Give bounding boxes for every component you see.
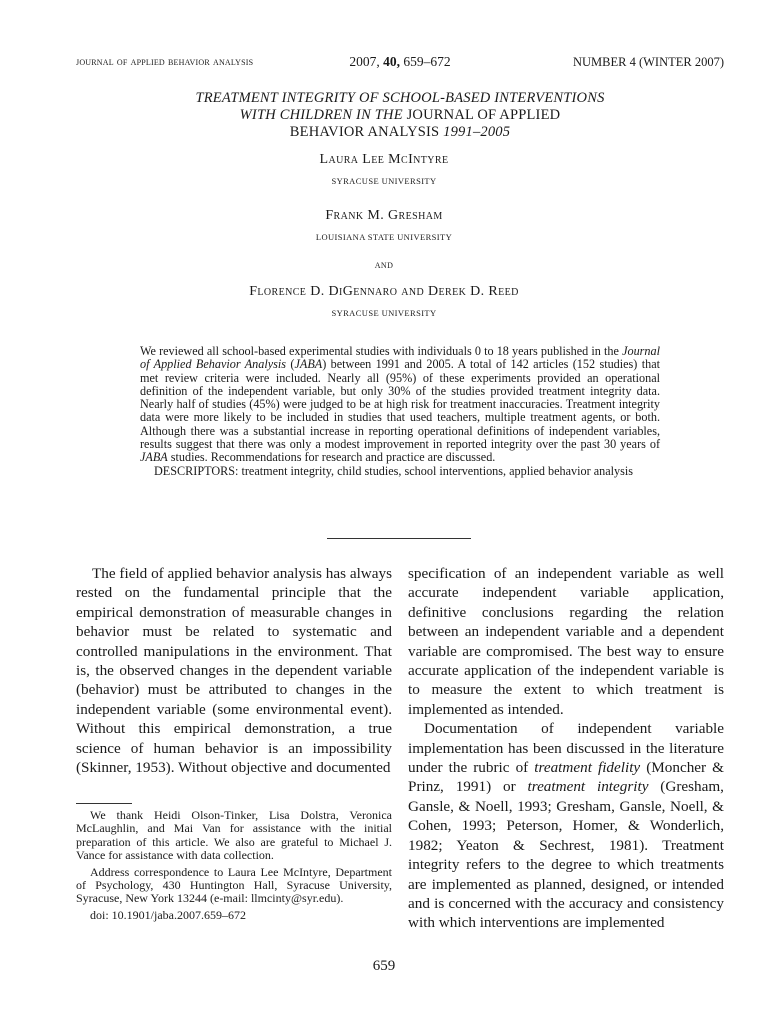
title-line-2-a: WITH CHILDREN IN THE [239, 107, 403, 123]
issue-number: NUMBER 4 (WINTER 2007) [572, 55, 724, 69]
and-separator: and [374, 257, 394, 271]
title-line-1: TREATMENT INTEGRITY OF SCHOOL-BASED INTERVENTIONS [195, 90, 605, 106]
abstract-text [140, 345, 660, 465]
author-3: Florence D. DiGennaro and Derek D. Reed [249, 284, 519, 299]
affiliation-2: LOUISIANA STATE UNIVERSITY [315, 232, 453, 242]
section-divider [327, 538, 471, 539]
jaba-italic: JABA [294, 357, 323, 372]
article-title [100, 90, 700, 141]
footnote-rule [76, 803, 132, 804]
jaba-italic: JABA [140, 450, 168, 465]
volume: 40, [383, 54, 400, 69]
running-header [76, 52, 724, 72]
abstract-part: We reviewed all school-based experimental studies with individuals 0 to 18 years published in the [140, 344, 623, 358]
body-paragraph: The field of applied behavior analysis has always rested on the fundamental principle that the empirical demonstration of measurable changes in behavior must be related to systematic and controlled manipulations in the environment. That is, the observed changes in the dependent variable (behavior) must be attributed to changes in the independent variable (some environmental event). Without this empirical demonstration, a true science of human behavior is an impossibility (Skinner, 1953). Without objective and documented [76, 565, 392, 777]
body-paragraph: specification of an independent variable as well accurate independent variable application, definitive conclusions regarding the relation between an independent variable and a dependent variable are compromised. The best way to ensure accurate application of the independent variable is to measure the extent to which treatment is implemented as intended. [408, 565, 724, 718]
term-italic: treatment integrity [527, 778, 649, 796]
author-1: Laura Lee McIntyre [319, 152, 449, 167]
abstract-part: ( [286, 357, 295, 372]
title-line-3-a: BEHAVIOR ANALYSIS [289, 124, 440, 140]
term-italic: treatment fidelity [534, 759, 641, 777]
abstract-part: studies. Recommendations for research and practice are discussed. [167, 450, 496, 465]
title-line-2 [100, 107, 700, 124]
title-line-3 [100, 124, 700, 141]
journal-name: journal of applied behavior analysis [76, 56, 254, 68]
page-range: 659–672 [403, 54, 451, 69]
footnote-acknowledgments: We thank Heidi Olson-Tinker, Lisa Dolstra, Veronica McLaughlin, and Mai Van for assistance with the initial preparation of this article. We also are grateful to Michael J. Vance for assistance with data collection. [76, 808, 392, 863]
journal-title-italic: Journal of Applied Behavior Analysis [140, 344, 660, 372]
body-column-right [408, 564, 724, 933]
author-2: Frank M. Gresham [325, 208, 443, 223]
body-paragraph [408, 719, 724, 932]
affiliation-3: SYRACUSE UNIVERSITY [331, 308, 437, 318]
title-line-2-b: JOURNAL OF APPLIED [406, 107, 561, 123]
title-line-3-b: 1991–2005 [443, 124, 511, 140]
footnote-doi: doi: 10.1901/jaba.2007.659–672 [90, 907, 246, 922]
affiliation-1: SYRACUSE UNIVERSITY [331, 176, 437, 186]
descriptors: DESCRIPTORS: treatment integrity, child studies, school interventions, applied behavior analysis [154, 463, 633, 478]
footnotes [76, 809, 392, 925]
footnote-correspondence: Address correspondence to Laura Lee McIntyre, Department of Psychology, 430 Huntington Hall, Syracuse University, Syracuse, New York 13244 (e-mail: llmcinty@syr.edu). [76, 864, 392, 906]
body-column-left [76, 564, 392, 777]
page-number: 659 [372, 958, 396, 974]
year: 2007, [349, 54, 380, 69]
body-part: (Moncher & Prinz, 1991) or [408, 759, 724, 796]
abstract [140, 345, 660, 478]
abstract-part: ) between 1991 and 2005. A total of 142 articles (152 studies) that met review criteria were included. Nearly all (95%) of these experiments provided an operational definition of the independent variable, but only 30% of the studies provided treatment integrity data. Nearly half of studies (45%) were judged to be at high risk for treatment inaccuracies. Treatment integrity data were more likely to be included in studies that used teachers, multiple treatment agents, or both. Although there was a substantial increase in reporting operational definitions of independent variables, results suggest that there was only a modest improvement in reported integrity over the past 30 years of [140, 357, 661, 452]
body-part: (Gresham, Gansle, & Noell, 1993; Gresham, Gansle, Noell, & Cohen, 1993; Peterson, Homer, & Wonderlich, 1982; Yeaton & Sechrest, 1981). Treatment integrity refers to the degree to which treatments are implemented as planned, designed, or intended and is concerned with the accuracy and consistency with which interventions are implemented [408, 778, 724, 932]
body-part: Documentation of independent variable implementation has been discussed in the literature under the rubric of [408, 720, 724, 777]
